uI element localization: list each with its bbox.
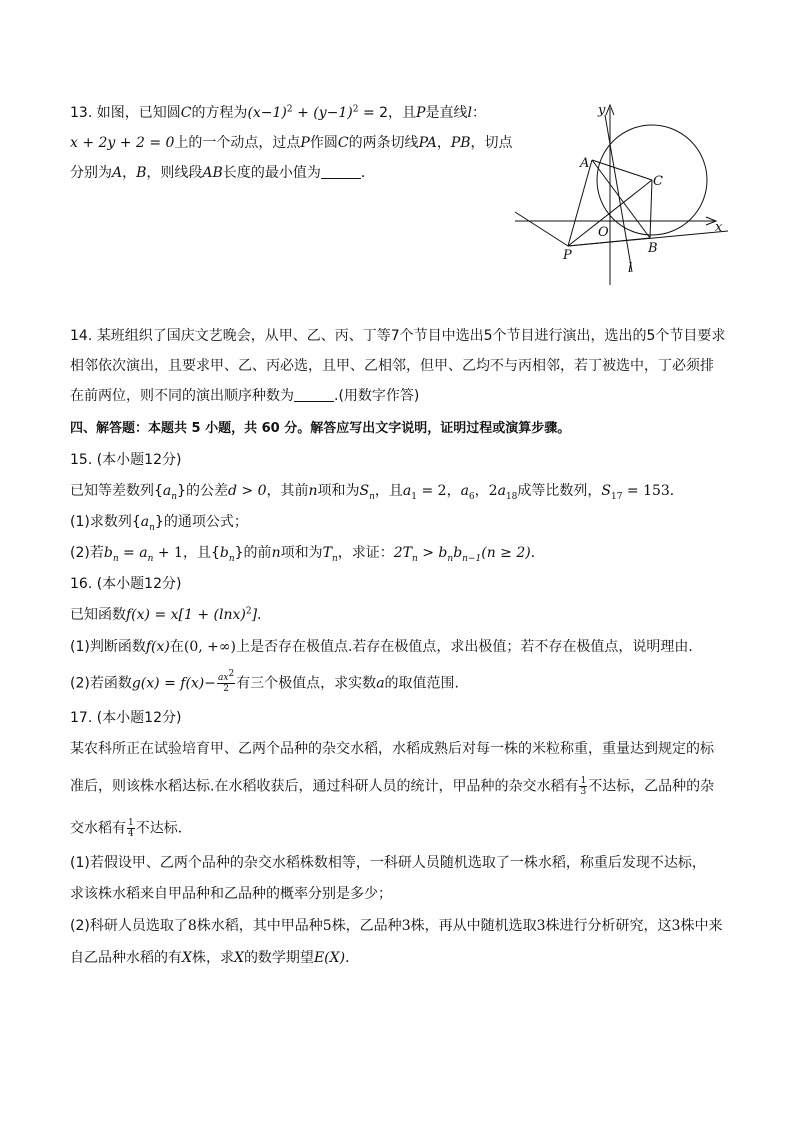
fraction-one-third: $\frac{1}{3}$: [580, 776, 587, 797]
tangent-pb: [568, 238, 650, 246]
radius-ca: [592, 160, 652, 180]
q15-stem: 已知等差数列$\{a_n\}$的公差d > 0，其前n项和为$S_n$，且$a_1 = 2$，$a_6$，$2a_{18}$成等比数列，$S_{17} = 153$．: [70, 483, 684, 502]
label-y: y: [598, 103, 606, 118]
q17-title: 17. (本小题12分): [70, 710, 182, 726]
label-p: P: [563, 248, 572, 263]
q13-line-2: x + 2y + 2 = 0上的一个动点，过点P作圆C的两条切线PA，PB，切点: [70, 135, 513, 151]
answer-blank-13: [321, 164, 361, 179]
fraction-one-quarter: $\frac{1}{4}$: [128, 818, 134, 839]
q17-part-1-line-1: (1)若假设甲、乙两个品种的杂交水稻株数相等，一科研人员随机选取了一株水稻，称重后发现不达标，: [70, 855, 706, 871]
q13-line-1: 13. 如图，已知圆C的方程为$(x-1)^2 + (y-1)^2 = 2$，且P是直线l：: [70, 104, 486, 121]
line-l: [605, 115, 632, 272]
section-four-heading: 四、解答题：本题共 5 小题，共 60 分。解答应写出文字说明，证明过程或演算步骤。: [70, 421, 571, 436]
tangent-pa: [568, 160, 592, 246]
q17-line-3: 交水稻有 $\frac{1}{4}$ 不达标．: [70, 818, 192, 839]
label-c: C: [653, 174, 663, 189]
q14-line-2: 相邻依次演出，且要求甲、乙、丙必选，且甲、乙相邻，但甲、乙均不与丙相邻，若丁被选中，丁必须排: [70, 358, 714, 374]
q15-part-2: (2)若$b_n = a_n + 1$，且$\{b_n\}$的前n项和为$T_n$，求证：$2T_n > b_nb_{n-1}(n \ge 2)$．: [70, 545, 545, 564]
q17-part-2-line-1: (2)科研人员选取了8株水稻，其中甲品种5株，乙品种3株，再从中随机选取3株进行分析研究，这3株中来: [70, 918, 723, 934]
q13-line-3: 分别为A，B，则线段AB长度的最小值为 ．: [70, 165, 375, 181]
label-b: B: [648, 241, 658, 256]
q16-title: 16. (本小题12分): [70, 576, 182, 592]
q15-title: 15. (本小题12分): [70, 452, 182, 468]
line-through-p-1: [515, 212, 568, 246]
fraction-ax2-over-2: $\frac{ax^2}{2}$: [218, 669, 235, 694]
q15-part-1: (1)求数列$\{a_n\}$的通项公式；: [70, 514, 248, 533]
label-l: l: [628, 261, 633, 276]
q16-part-2: (2)若函数g(x) = f(x)− $\frac{ax^2}{2}$ 有三个极值点，求实数a的取值范围.: [70, 669, 459, 694]
q17-line-2: 准后，则该株水稻达标.在水稻收获后，通过科研人员的统计，甲品种的杂交水稻有 $\frac{1}{3}$ 不达标，乙品种的杂: [70, 776, 715, 797]
label-o: O: [598, 225, 609, 240]
q17-part-1-line-2: 求该株水稻来自甲品种和乙品种的概率分别是多少；: [70, 886, 392, 902]
label-x: x: [715, 220, 723, 235]
q16-part-1: (1)判断函数f(x)在(0, +∞)上是否存在极值点.若存在极值点，求出极值；若不存在极值点，说明理由．: [70, 639, 703, 655]
label-a: A: [580, 156, 590, 171]
circle-tangent-figure: [510, 100, 740, 290]
answer-blank-14: [294, 387, 334, 402]
q17-part-2-line-2: 自乙品种水稻的有X株，求X的数学期望E(X)．: [70, 950, 360, 966]
q16-stem: 已知函数$f(x) = x[1 + (\ln x)^2]$.: [70, 606, 262, 623]
q14-line-1: 14. 某班组织了国庆文艺晚会，从甲、乙、丙、丁等7个节目中选出5个节目进行演出，选出的5个节目要求: [70, 328, 726, 344]
q17-line-1: 某农科所正在试验培育甲、乙两个品种的杂交水稻，水稻成熟后对每一株的米粒称重，重量达到规定的标: [70, 741, 714, 757]
q14-line-3: 在前两位，则不同的演出顺序种数为 .(用数字作答): [70, 388, 420, 404]
radius-cb: [650, 180, 652, 238]
